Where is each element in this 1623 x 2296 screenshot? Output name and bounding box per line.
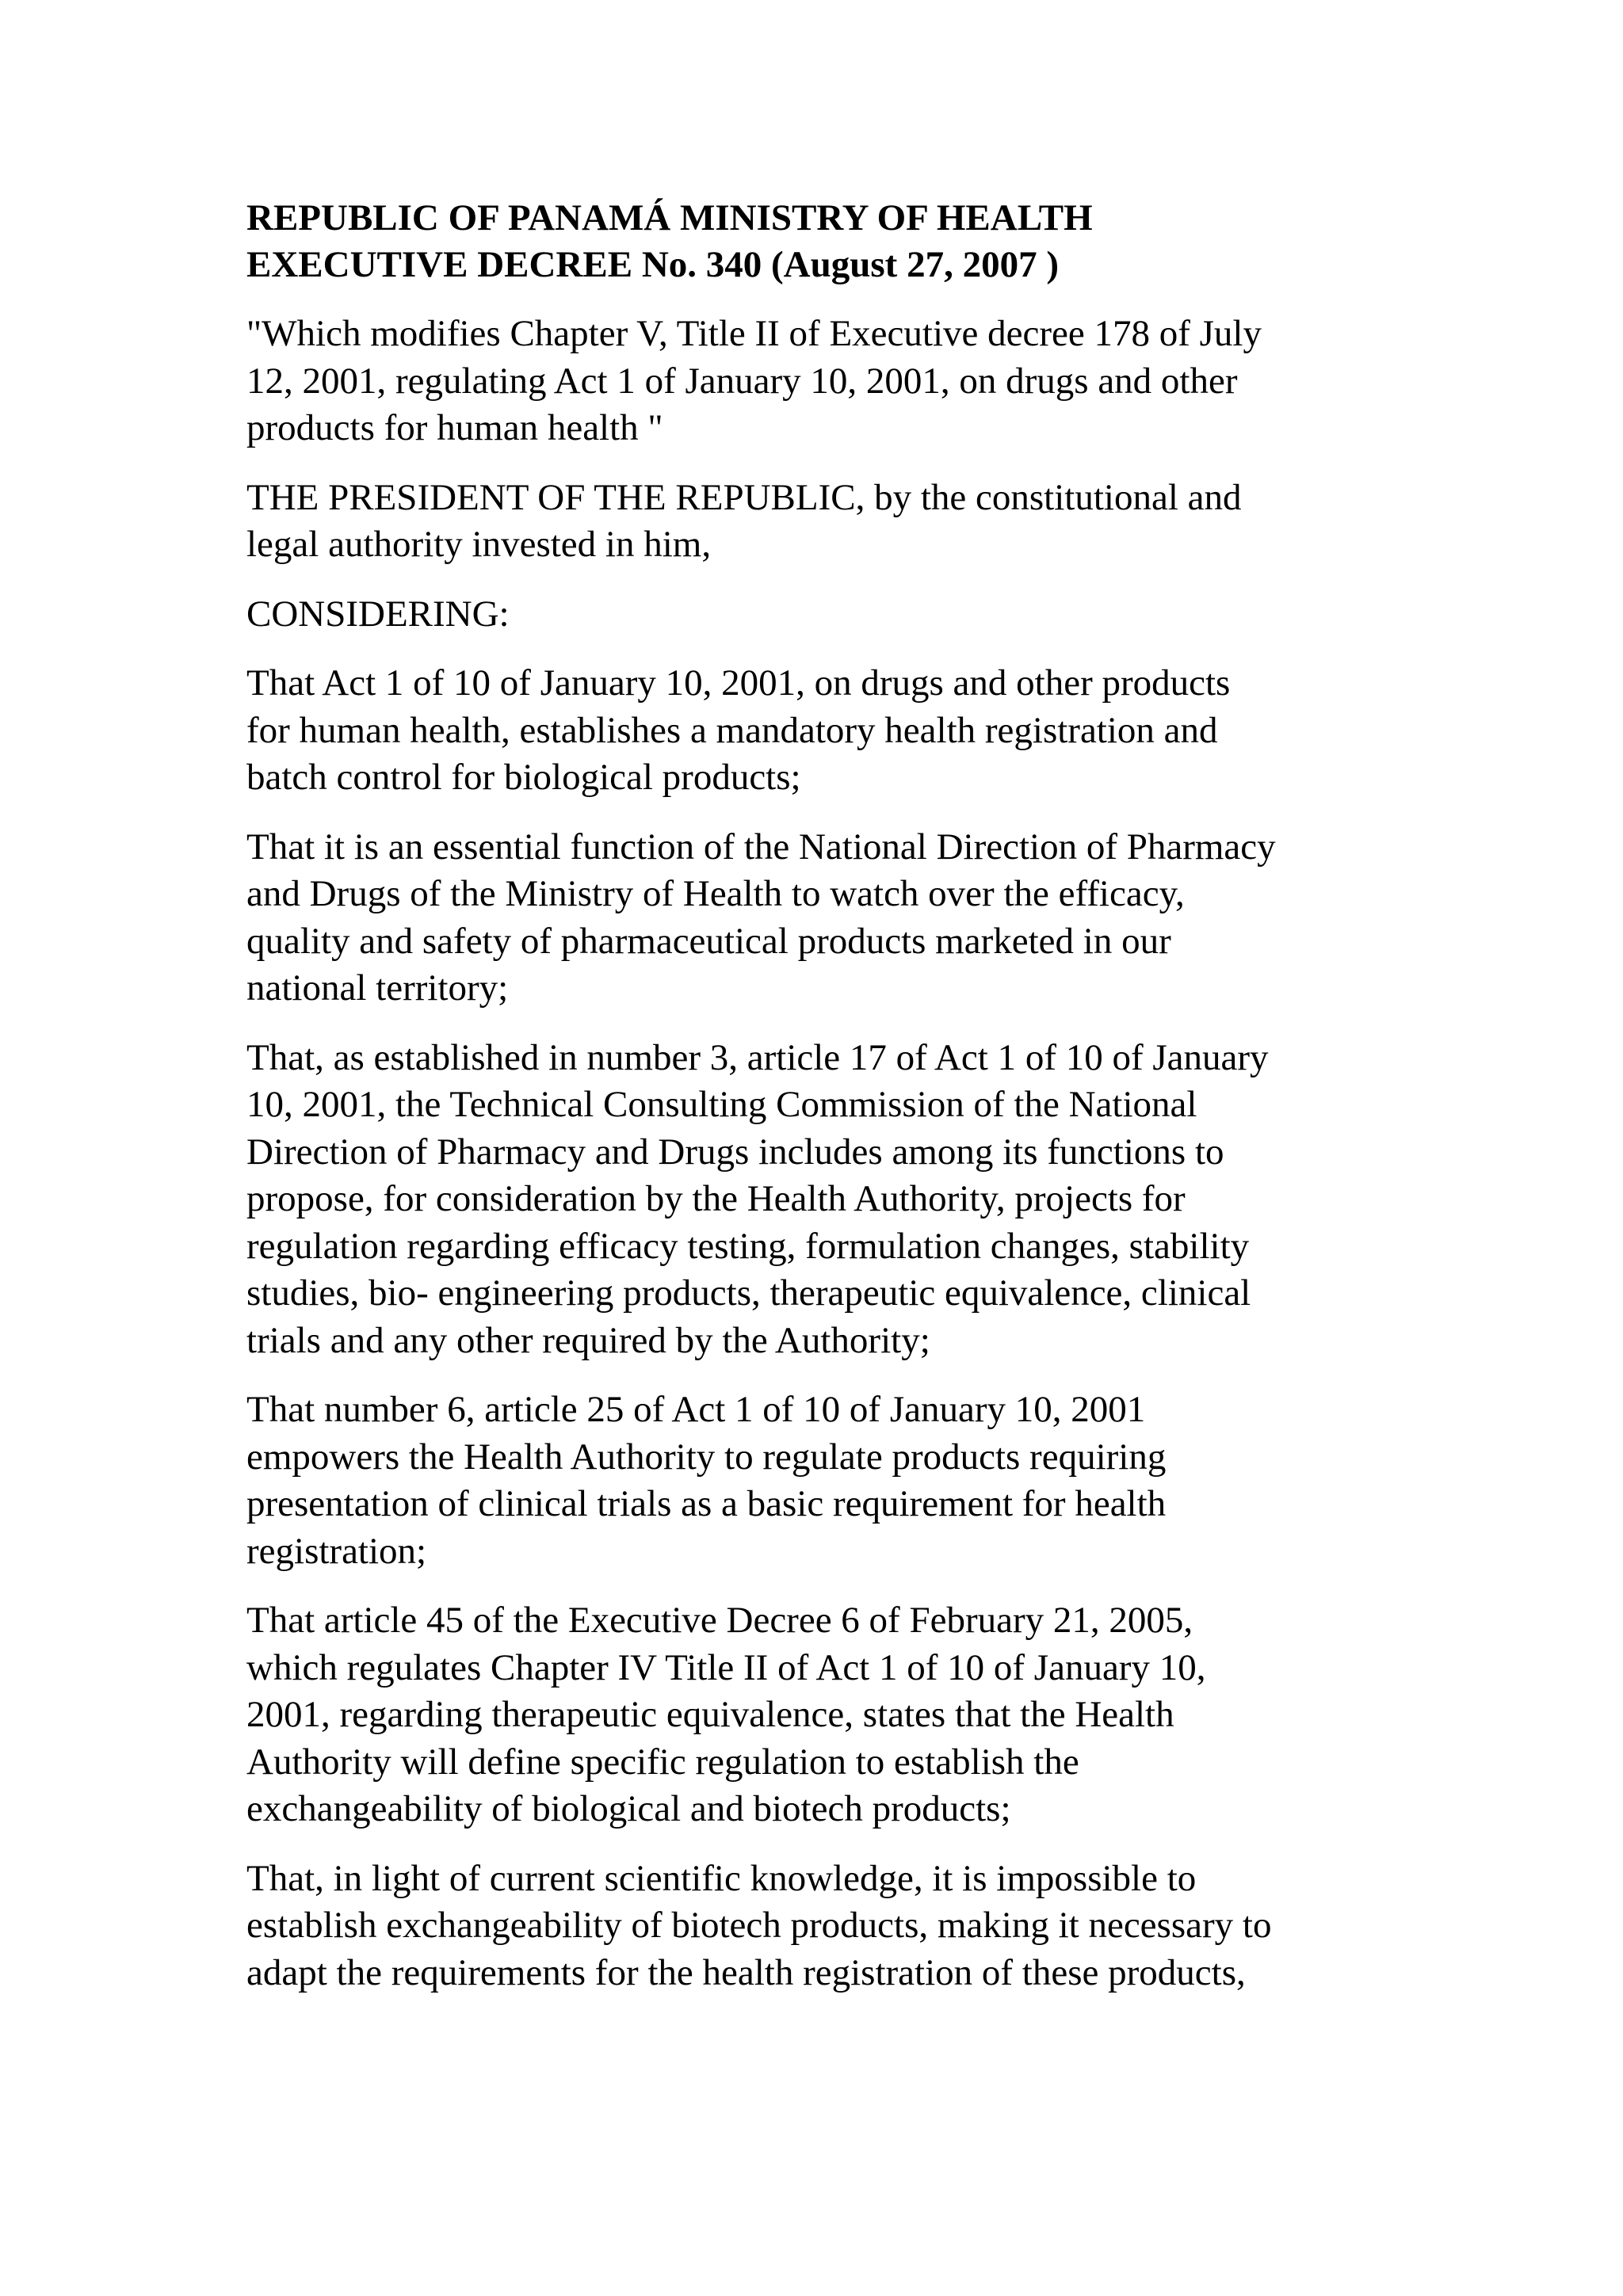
- considering-paragraph: [246, 1035, 1403, 1365]
- text-line: adapt the requirements for the health registration of these products,: [246, 1951, 1246, 1993]
- text-line: 12, 2001, regulating Act 1 of January 10, 2001, on drugs and other: [246, 360, 1238, 402]
- text-line: "Which modifies Chapter V, Title II of Executive decree 178 of July: [246, 313, 1262, 354]
- text-line: Authority will define specific regulation to establish the: [246, 1741, 1079, 1783]
- considering-paragraph: [246, 660, 1403, 802]
- text-line: quality and safety of pharmaceutical products marketed in our: [246, 920, 1171, 962]
- text-line: CONSIDERING:: [246, 593, 510, 635]
- text-line: exchangeability of biological and biotech products;: [246, 1788, 1011, 1829]
- considering-paragraph: [246, 824, 1403, 1013]
- text-line: legal authority invested in him,: [246, 524, 712, 565]
- text-line: That Act 1 of 10 of January 10, 2001, on drugs and other products: [246, 662, 1231, 704]
- document-heading: [246, 195, 1403, 288]
- considering-paragraph: [246, 1386, 1403, 1575]
- text-line: That, in light of current scientific knowledge, it is impossible to: [246, 1857, 1197, 1899]
- text-line: registration;: [246, 1530, 427, 1572]
- considering-paragraph: [246, 1855, 1403, 1997]
- text-line: trials and any other required by the Authority;: [246, 1319, 930, 1361]
- document-body: [246, 195, 1403, 2019]
- text-line: and Drugs of the Ministry of Health to watch over the efficacy,: [246, 873, 1185, 914]
- text-line: 2001, regarding therapeutic equivalence, states that the Health: [246, 1694, 1174, 1735]
- text-line: 10, 2001, the Technical Consulting Commission of the National: [246, 1084, 1197, 1125]
- considering-heading: [246, 591, 1403, 639]
- text-line: products for human health ": [246, 407, 663, 448]
- decree-title-paragraph: [246, 311, 1403, 452]
- text-line: presentation of clinical trials as a basic requirement for health: [246, 1483, 1167, 1524]
- text-line: That number 6, article 25 of Act 1 of 10 of January 10, 2001: [246, 1389, 1146, 1430]
- text-line: batch control for biological products;: [246, 757, 801, 798]
- text-line: That, as established in number 3, article 17 of Act 1 of 10 of January: [246, 1036, 1269, 1078]
- text-line: THE PRESIDENT OF THE REPUBLIC, by the constitutional and: [246, 476, 1242, 518]
- text-line: That article 45 of the Executive Decree 6 of February 21, 2005,: [246, 1600, 1193, 1641]
- authority-paragraph: [246, 475, 1403, 569]
- text-line: regulation regarding efficacy testing, formulation changes, stability: [246, 1225, 1250, 1267]
- text-line: for human health, establishes a mandatory health registration and: [246, 709, 1218, 751]
- text-line: national territory;: [246, 967, 509, 1009]
- text-line: studies, bio- engineering products, therapeutic equivalence, clinical: [246, 1272, 1251, 1314]
- text-line: empowers the Health Authority to regulate products requiring: [246, 1436, 1167, 1478]
- heading-line: REPUBLIC OF PANAMÁ MINISTRY OF HEALTH: [246, 197, 1093, 238]
- text-line: propose, for consideration by the Health Authority, projects for: [246, 1178, 1186, 1219]
- considering-paragraph: [246, 1597, 1403, 1833]
- text-line: That it is an essential function of the National Direction of Pharmacy: [246, 826, 1276, 868]
- heading-line: EXECUTIVE DECREE No. 340 (August 27, 2007 ): [246, 244, 1059, 285]
- text-line: which regulates Chapter IV Title II of Act 1 of 10 of January 10,: [246, 1646, 1206, 1688]
- text-line: establish exchangeability of biotech products, making it necessary to: [246, 1905, 1272, 1946]
- text-line: Direction of Pharmacy and Drugs includes among its functions to: [246, 1131, 1224, 1173]
